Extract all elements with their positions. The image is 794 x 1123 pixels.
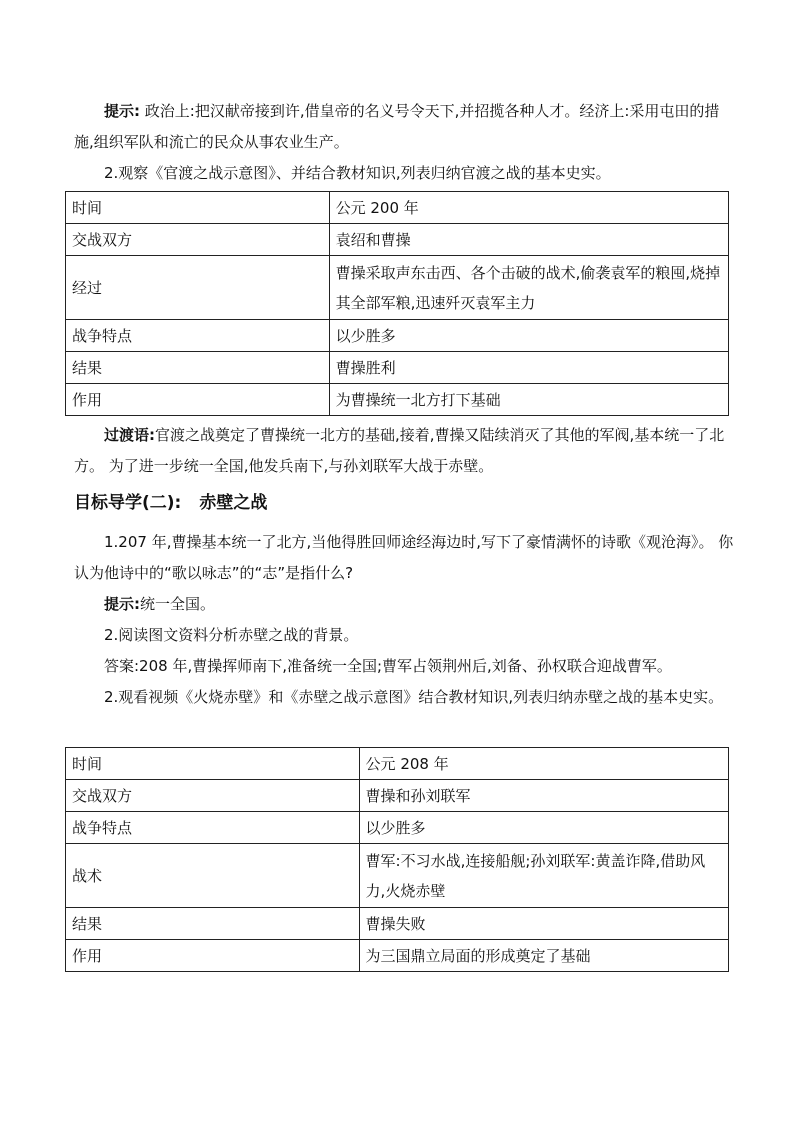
- intro-hint-text: 政治上:把汉献帝接到许,借皇帝的名义号令天下,并招揽各种人才。经济上:采用屯田的措施,组织军队和流亡的民众从事农业生产。: [74, 102, 720, 151]
- table-row: [66, 384, 729, 416]
- table-row: [66, 192, 729, 224]
- table-row: [66, 748, 729, 780]
- intro-hint: [74, 96, 734, 158]
- table-row: [66, 940, 729, 972]
- table-cell-value: 以少胜多: [359, 812, 728, 844]
- question-2: 2.阅读图文资料分析赤壁之战的背景。: [104, 626, 359, 644]
- hint-2-label: 提示:: [104, 595, 140, 613]
- table-cell-label: 时间: [66, 748, 360, 780]
- table-cell-value: 公元 200 年: [329, 192, 728, 224]
- table-cell-label: 作用: [66, 384, 330, 416]
- table-cell-value: 为三国鼎立局面的形成奠定了基础: [359, 940, 728, 972]
- table-cell-label: 战争特点: [66, 812, 360, 844]
- table-row: [66, 908, 729, 940]
- table-cell-value: 曹操采取声东击西、各个击破的战术,偷袭袁军的粮囤,烧掉其全部军粮,迅速歼灭袁军主力: [329, 256, 728, 320]
- section-heading: [74, 489, 267, 517]
- question-guandu: 2.观察《官渡之战示意图》、并结合教材知识,列表归纳官渡之战的基本史实。: [104, 164, 611, 182]
- table-cell-label: 战争特点: [66, 320, 330, 352]
- section-heading-label: 目标导学(二):: [74, 493, 182, 513]
- hint-2: [74, 589, 734, 620]
- table-row: [66, 256, 729, 320]
- table-row: [66, 844, 729, 908]
- answer-2: 答案:208 年,曹操挥师南下,准备统一全国;曹军占领荆州后,刘备、孙权联合迎战曹军。: [104, 657, 672, 675]
- table-cell-value: 公元 208 年: [359, 748, 728, 780]
- table-cell-value: 为曹操统一北方打下基础: [329, 384, 728, 416]
- transition-body: 官渡之战奠定了曹操统一北方的基础,接着,曹操又陆续消灭了其他的军阀,基本统一了北方。 为了进一步统一全国,他发兵南下,与孙刘联军大战于赤壁。: [74, 426, 725, 475]
- table-cell-value: 袁绍和曹操: [329, 224, 728, 256]
- table-cell-label: 时间: [66, 192, 330, 224]
- chibi-table: [65, 747, 729, 972]
- question-1: 1.207 年,曹操基本统一了北方,当他得胜回师途经海边时,写下了豪情满怀的诗歌《观沧海》。 你认为他诗中的“歌以咏志”的“志”是指什么?: [74, 533, 734, 582]
- guandu-table: [65, 191, 729, 416]
- intro-hint-label: 提示:: [104, 102, 140, 120]
- question-chibi: 2.观看视频《火烧赤壁》和《赤壁之战示意图》结合教材知识,列表归纳赤壁之战的基本史实。: [104, 688, 724, 706]
- table-row: [66, 780, 729, 812]
- table-cell-value: 以少胜多: [329, 320, 728, 352]
- table-cell-label: 交战双方: [66, 224, 330, 256]
- section-heading-title: 赤壁之战: [199, 493, 268, 513]
- table-cell-label: 作用: [66, 940, 360, 972]
- table-row: [66, 812, 729, 844]
- table-cell-label: 交战双方: [66, 780, 360, 812]
- table-cell-label: 战术: [66, 844, 360, 908]
- table-cell-value: 曹操和孙刘联军: [359, 780, 728, 812]
- table-row: [66, 320, 729, 352]
- transition-label: 过渡语:: [104, 426, 155, 444]
- table-cell-label: 经过: [66, 256, 330, 320]
- table-row: [66, 224, 729, 256]
- table-cell-value: 曹军:不习水战,连接船舰;孙刘联军:黄盖诈降,借助风力,火烧赤壁: [359, 844, 728, 908]
- table-row: [66, 352, 729, 384]
- table-cell-value: 曹操胜利: [329, 352, 728, 384]
- hint-2-text: 统一全国。: [140, 595, 216, 613]
- transition-text: [74, 420, 734, 482]
- table-cell-label: 结果: [66, 352, 330, 384]
- table-cell-label: 结果: [66, 908, 360, 940]
- table-cell-value: 曹操失败: [359, 908, 728, 940]
